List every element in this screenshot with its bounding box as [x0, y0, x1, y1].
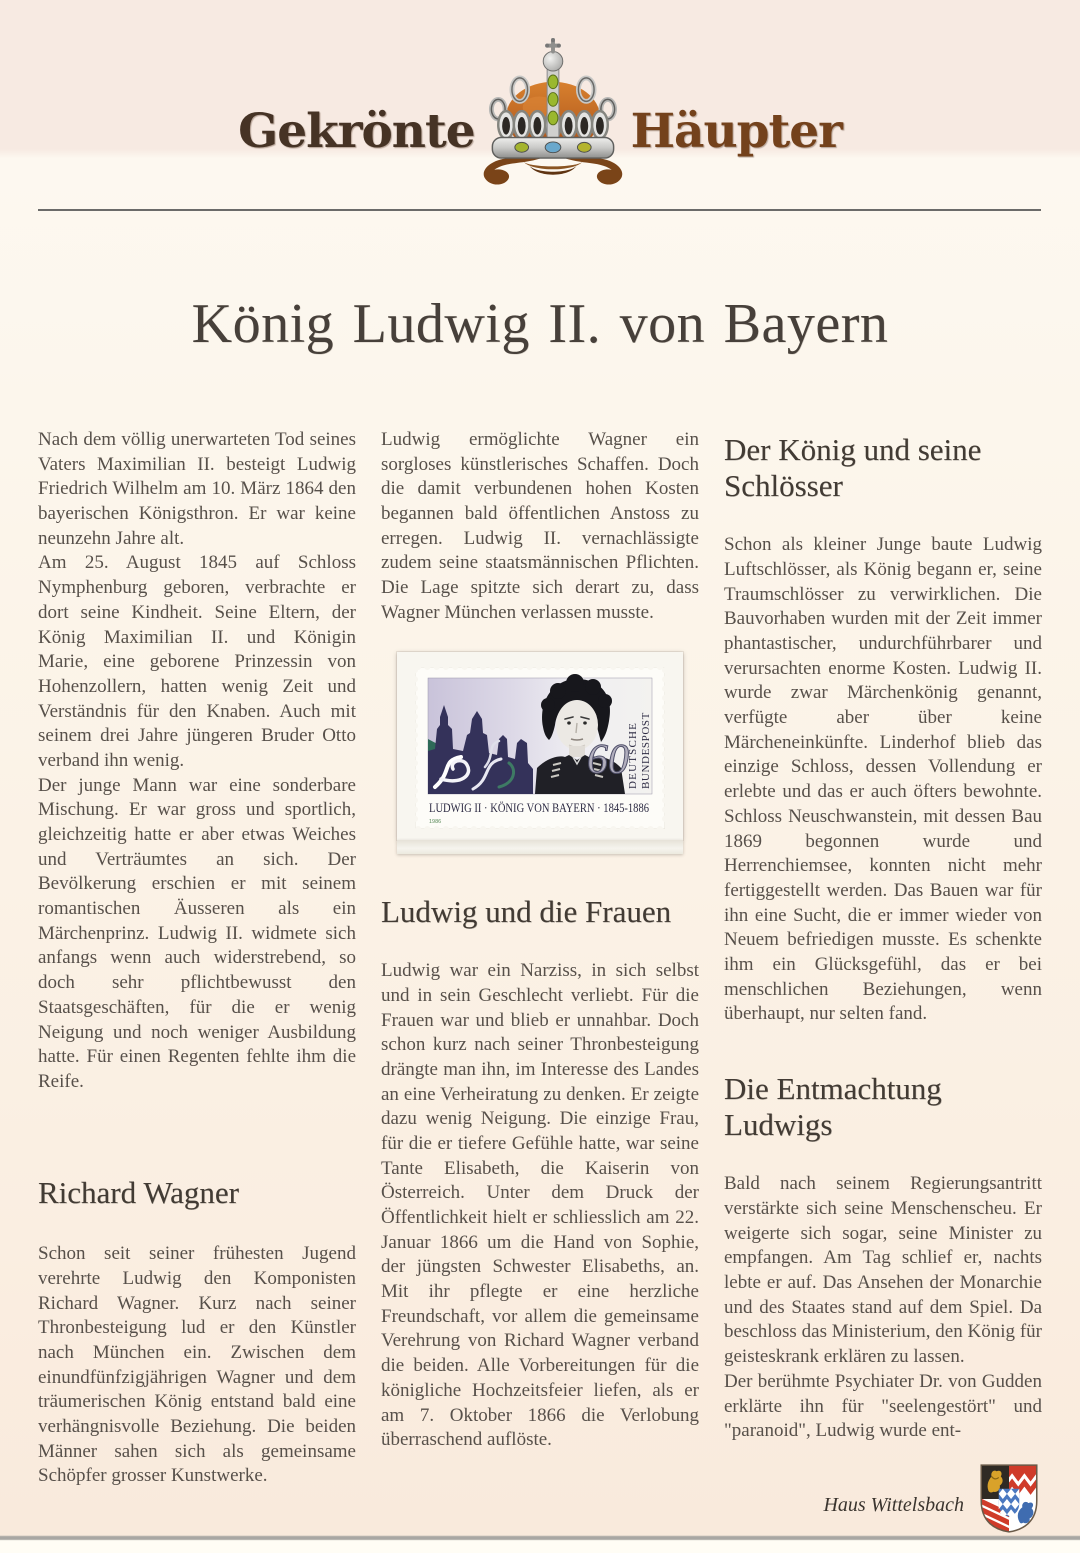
paragraph: Bald nach seinem Regierungsantritt verstärkte sich seine Menschenscheu. Er weigerte sich sogar, seine Minister zu empfangen. Am Tag schlief er, nachts lebte er auf. Das Ansehen der Monarchie und des Staates stand auf dem Spiel. Da beschloss das Ministerium, den König für geisteskrank erklären zu lassen.: [724, 1173, 1042, 1368]
stamp-year: 1986: [429, 818, 442, 825]
column-2: [381, 428, 699, 1489]
postage-stamp: [415, 667, 665, 829]
section-heading-schloesser: Der König und seine Schlösser: [724, 432, 982, 503]
crown-icon: [465, 38, 641, 201]
paragraph: Ludwig war ein Narziss, in sich selbst und in sein Geschlecht verliebt. Für die Frauen war und blieb er unnahbar. Doch schon kurz nach seiner Thronbesteigung drängte man ihn, im Interesse des Landes an eine Verheiratung zu denken. Er zeigte dazu wenig Neigung. Die einzige Frau, für die er tiefere Gefühle hatte, war seine Tante Elisabeth, die Kaiserin von Österreich. Unter dem Druck der Öffentlichkeit hielt er schliesslich am 22. Januar 1866 um die Hand von Sophie, der jüngsten Schwester Elisabeths, an. Mit ihr pflegte er eine herzliche Freundschaft, vor allem die gemeinsame Verehrung von Richard Wagner verband die beiden. Alle Vorbereitungen für die königliche Hochzeitsfeier liefen, als er am 7. Oktober 1866 die Verlobung überraschend auflöste.: [381, 960, 699, 1451]
stamp-issuer-line1: DEUTSCHE: [627, 721, 639, 789]
paragraph: Am 25. August 1845 auf Schloss Nymphenburg geboren, verbrachte er dort seine Kindheit. Seine Eltern, der König Maximilian II. und Königin Marie, eine geborene Prinzessin von Hohenzollern, hatten wenig Zeit und Verständnis für den Knaben. Auch mit seinem drei Jahre jüngeren Bruder Otto verband ihn wenig.: [38, 552, 356, 771]
brand-right-text: Häupter: [630, 104, 842, 159]
article-columns: [38, 428, 1042, 1489]
footer: [823, 1462, 1040, 1541]
column-3: [724, 428, 1042, 1489]
header-band: [0, 38, 1080, 197]
paragraph: Der berühmte Psychiater Dr. von Gudden erklärte ihn für "seelengestört" und "paranoid", Ludwig wurde ent-: [724, 1370, 1042, 1442]
column-1: [38, 428, 356, 1489]
section-heading-richard-wagner: Richard Wagner: [38, 1174, 239, 1210]
section-heading-entmachtung: Die Entmachtung Ludwigs: [724, 1071, 942, 1142]
paragraph: Schon als kleiner Junge baute Ludwig Luftschlösser, als König begann er, seine Traumschlösser zu verwirklichen. Die Bauvorhaben wurden mit der Zeit immer phantastischer, undurchführbarer und verursachten enorme Kosten. Ludwig II. wurde zwar Märchenkönig genannt, verfügte aber über keine Märcheneinkünfte. Linderhof blieb das einzige Schloss, dessen Vollendung er erlebte und das er auch öfters bewohnte. Schloss Neuschwanstein, mit dessen Bau 1869 begonnen wurde und Herrenchiemsee, konnten nicht mehr fertiggestellt werden. Das Bauen war für ihn eine Sucht, die er immer wieder von Neuem befriedigen musste. Es schenkte ihm ein Glücksgefühl, das er bei menschlichen Beziehungen, wenn überhaupt, nur selten fand.: [724, 534, 1042, 1025]
stamp-mount: [397, 652, 683, 840]
section-heading-ludwig-frauen: Ludwig und die Frauen: [381, 893, 672, 929]
stamp-caption: LUDWIG II · KÖNIG VON BAYERN · 1845-1886: [429, 800, 649, 815]
brand-left-text: Gekrönte: [238, 104, 475, 159]
paragraph: Nach dem völlig unerwarteten Tod seines Vaters Maximilian II. besteigt Ludwig Friedrich Wilhelm am 10. März 1864 den bayerischen Königsthron. Er war keine neunzehn Jahre alt.: [38, 429, 356, 549]
paragraph: Schon seit seiner frühesten Jugend verehrte Ludwig den Komponisten Richard Wagner. Kurz nach seiner Thronbesteigung lud er den Künstler nach München ein. Zwischen dem einundfünfzigjährigen Wagner und dem träumerischen König entstand bald eine verhängnisvolle Beziehung. Die beiden Männer sahen sich als gemeinsame Schöpfer grosser Kunstwerke.: [38, 1243, 356, 1487]
wittelsbach-crest-icon: [978, 1462, 1040, 1541]
stamp-mount-strip: [397, 840, 683, 854]
page-title: König Ludwig II. von Bayern: [191, 293, 889, 355]
haus-wittelsbach-label: Haus Wittelsbach: [823, 1494, 964, 1516]
stamp-issuer-line2: BUNDESPOST: [640, 711, 652, 789]
stamp-denomination: 60: [587, 736, 629, 783]
paragraph: Der junge Mann war eine sonderbare Mischung. Er war gross und sportlich, gleichzeitig hatte er aber etwas Weiches und Verträumtes an sich. Der Bevölkerung erschien er mit seinem romantischen Äusseren als ein Märchenprinz. Ludwig II. widmete sich anfangs wenn auch widerstrebend, so doch sehr pflichtbewusst den Staatsgeschäften, für die er wenig Neigung und noch weniger Ausbildung hatte. Für einen Regenten fehlte ihm die Reife.: [38, 774, 356, 1092]
divider-rule: [38, 209, 1041, 211]
paragraph: Ludwig ermöglichte Wagner ein sorgloses künstlerisches Schaffen. Doch die damit verbundenen hohen Kosten begannen bald öffentlichen Anstoss zu erregen. Ludwig II. vernachlässigte zudem seine staatsmännischen Pflichten. Die Lage spitzte sich derart zu, dass Wagner München verlassen musste.: [381, 429, 699, 623]
